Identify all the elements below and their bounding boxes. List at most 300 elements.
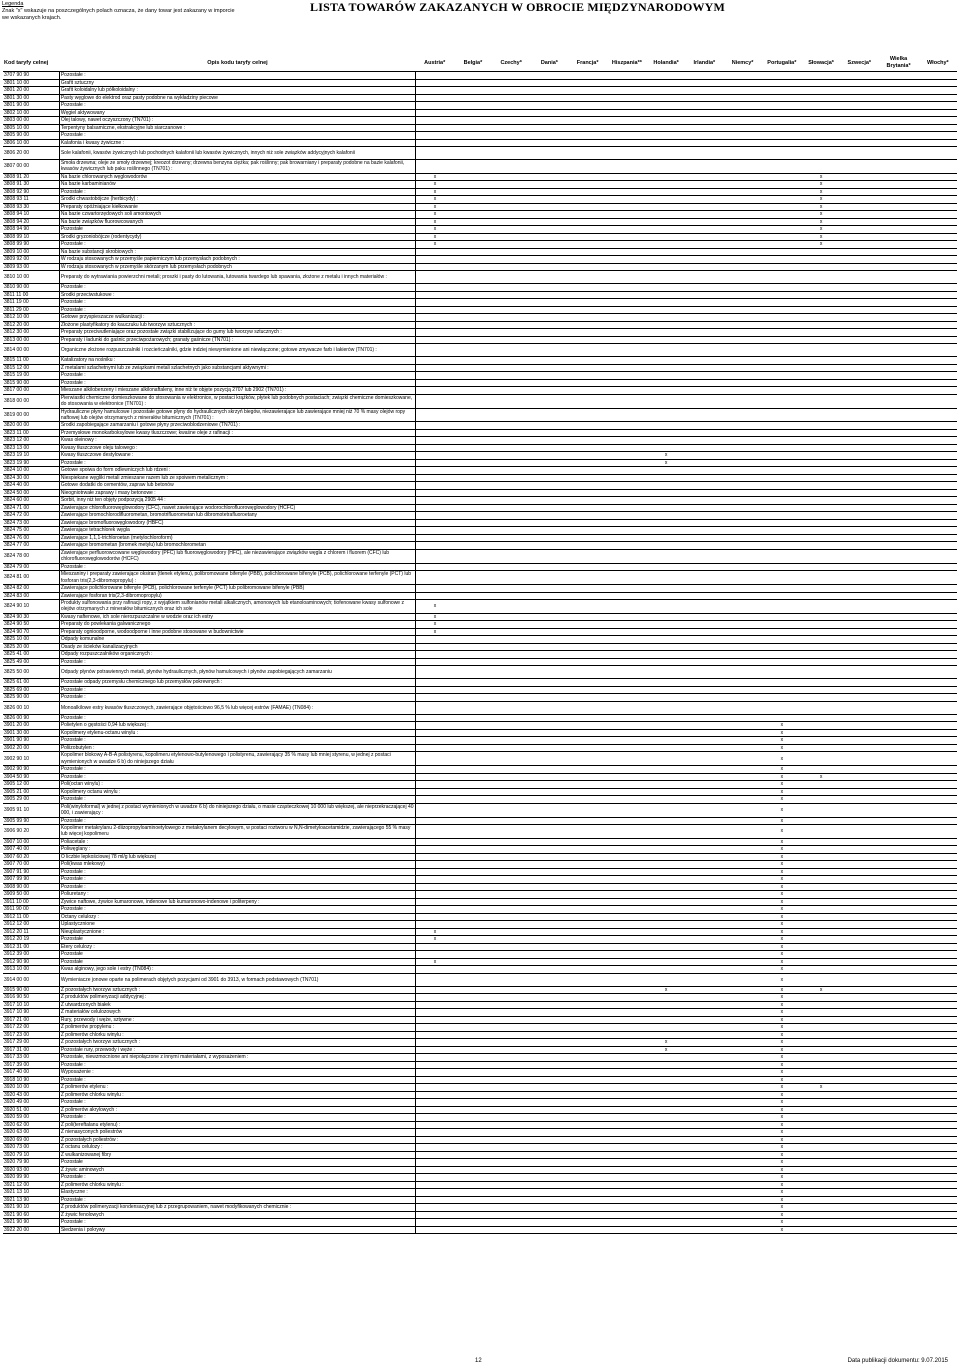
- ban-mark-cell: [416, 1211, 454, 1219]
- table-header-row: [3, 55, 957, 72]
- tariff-description: Kopolimery octanu winylu :: [59, 788, 415, 796]
- ban-mark-cell: [492, 796, 530, 804]
- ban-mark-cell: [685, 467, 723, 475]
- tariff-code: 3905 91 10: [3, 803, 59, 817]
- ban-mark-cell: [454, 781, 492, 789]
- tariff-description: Środki gryzoniobójcze (rodentycydy): [59, 233, 415, 241]
- ban-mark-cell: [607, 306, 647, 314]
- ban-mark-cell: [647, 1166, 685, 1174]
- tariff-code: 3825 10 00: [3, 636, 59, 644]
- header-code: Kod taryfy celnej: [3, 55, 59, 72]
- ban-mark-cell: [607, 329, 647, 337]
- ban-mark-cell: [919, 651, 957, 659]
- tariff-description: Pozostałe :: [59, 883, 415, 891]
- tariff-description: Pozostałe :: [59, 299, 415, 307]
- ban-mark-cell: [492, 102, 530, 110]
- table-row: [3, 966, 957, 974]
- ban-mark-cell: [919, 722, 957, 730]
- tariff-code: 3825 20 00: [3, 643, 59, 651]
- ban-mark-cell: [607, 729, 647, 737]
- ban-mark-cell: [647, 898, 685, 906]
- tariff-code: 3825 50 00: [3, 666, 59, 679]
- table-row: [3, 986, 957, 994]
- ban-mark-cell: [919, 117, 957, 125]
- ban-mark-cell: [569, 284, 607, 292]
- ban-mark-cell: [492, 1061, 530, 1069]
- ban-mark-cell: [919, 534, 957, 542]
- ban-mark-cell: [919, 188, 957, 196]
- ban-mark-cell: [802, 549, 840, 563]
- ban-mark-cell: [919, 132, 957, 140]
- ban-mark-cell: [878, 853, 918, 861]
- ban-mark-cell: [723, 1001, 761, 1009]
- ban-mark-cell: [802, 372, 840, 380]
- ban-mark-cell: [647, 94, 685, 102]
- ban-mark-cell: [530, 306, 568, 314]
- ban-mark-cell: [607, 160, 647, 174]
- ban-mark-cell: [492, 271, 530, 284]
- ban-mark-cell: [919, 838, 957, 846]
- ban-mark-cell: [919, 248, 957, 256]
- table-row: [3, 714, 957, 722]
- ban-mark-cell: x: [647, 459, 685, 467]
- tariff-code: 3920 10 00: [3, 1084, 59, 1092]
- tariff-description: Z pozostałych tworzyw sztucznych :: [59, 986, 415, 994]
- table-row: [3, 188, 957, 196]
- ban-mark-cell: [607, 1121, 647, 1129]
- table-row: [3, 1024, 957, 1032]
- ban-mark-cell: [762, 429, 802, 437]
- ban-mark-cell: [802, 752, 840, 766]
- ban-mark-cell: [878, 87, 918, 95]
- ban-mark-cell: [919, 1061, 957, 1069]
- tariff-code: 3905 99 90: [3, 817, 59, 825]
- ban-mark-cell: [492, 1211, 530, 1219]
- table-row: [3, 766, 957, 774]
- tariff-description: Przemysłowe monokarboksylowe kwasy tłuszczowe; kwaśne oleje z rafinacji :: [59, 429, 415, 437]
- ban-mark-cell: [762, 364, 802, 372]
- ban-mark-cell: [607, 781, 647, 789]
- ban-mark-cell: [454, 1114, 492, 1122]
- ban-mark-cell: [840, 825, 878, 839]
- ban-mark-cell: [685, 188, 723, 196]
- ban-mark-cell: [723, 211, 761, 219]
- ban-mark-cell: [530, 966, 568, 974]
- ban-mark-cell: [919, 147, 957, 160]
- ban-mark-cell: [492, 459, 530, 467]
- ban-mark-cell: [492, 853, 530, 861]
- ban-mark-cell: [802, 408, 840, 422]
- ban-mark-cell: [878, 497, 918, 505]
- ban-mark-cell: [530, 160, 568, 174]
- ban-mark-cell: [685, 1114, 723, 1122]
- ban-mark-cell: [685, 527, 723, 535]
- ban-mark-cell: [802, 883, 840, 891]
- ban-mark-cell: x: [647, 1039, 685, 1047]
- ban-mark-cell: [802, 1009, 840, 1017]
- ban-mark-cell: [530, 1106, 568, 1114]
- ban-mark-cell: [647, 628, 685, 636]
- ban-mark-cell: [607, 1076, 647, 1084]
- ban-mark-cell: [416, 444, 454, 452]
- ban-mark-cell: [454, 452, 492, 460]
- ban-mark-cell: [416, 519, 454, 527]
- ban-mark-cell: [723, 1061, 761, 1069]
- ban-mark-cell: [762, 160, 802, 174]
- ban-mark-cell: [919, 1009, 957, 1017]
- ban-mark-cell: [530, 256, 568, 264]
- ban-mark-cell: [685, 898, 723, 906]
- ban-mark-cell: [569, 973, 607, 986]
- ban-mark-cell: [454, 1189, 492, 1197]
- ban-mark-cell: [723, 504, 761, 512]
- table-row: [3, 958, 957, 966]
- ban-mark-cell: [416, 861, 454, 869]
- ban-mark-cell: [723, 788, 761, 796]
- tariff-code: 3920 51 00: [3, 1106, 59, 1114]
- ban-mark-cell: [607, 846, 647, 854]
- ban-mark-cell: x: [802, 241, 840, 249]
- ban-mark-cell: [723, 549, 761, 563]
- ban-mark-cell: [569, 344, 607, 357]
- ban-mark-cell: [607, 986, 647, 994]
- ban-mark-cell: [647, 913, 685, 921]
- ban-mark-cell: [647, 379, 685, 387]
- ban-mark-cell: [840, 1016, 878, 1024]
- ban-mark-cell: [840, 788, 878, 796]
- tariff-code: 3824 83 00: [3, 592, 59, 600]
- ban-mark-cell: [685, 379, 723, 387]
- ban-mark-cell: [647, 701, 685, 714]
- ban-mark-cell: [878, 1076, 918, 1084]
- ban-mark-cell: [878, 241, 918, 249]
- ban-mark-cell: [878, 891, 918, 899]
- ban-mark-cell: [840, 422, 878, 430]
- ban-mark-cell: [454, 796, 492, 804]
- ban-mark-cell: [723, 474, 761, 482]
- ban-mark-cell: [569, 563, 607, 571]
- ban-mark-cell: [762, 452, 802, 460]
- ban-mark-cell: [569, 256, 607, 264]
- ban-mark-cell: [454, 1151, 492, 1159]
- ban-mark-cell: [492, 958, 530, 966]
- ban-mark-cell: [723, 1151, 761, 1159]
- ban-mark-cell: [569, 861, 607, 869]
- ban-mark-cell: [492, 592, 530, 600]
- ban-mark-cell: [454, 357, 492, 365]
- ban-mark-cell: [685, 203, 723, 211]
- ban-mark-cell: [647, 284, 685, 292]
- ban-mark-cell: [569, 817, 607, 825]
- ban-mark-cell: [416, 132, 454, 140]
- ban-mark-cell: [878, 729, 918, 737]
- tariff-description: Mieszane alkilobenzeny i mieszane alkilonaftaleny, inne niż te objęte pozycją 2707 lub 2902 (TN701) :: [59, 387, 415, 395]
- ban-mark-cell: [647, 766, 685, 774]
- ban-mark-cell: [530, 188, 568, 196]
- ban-mark-cell: [530, 1189, 568, 1197]
- ban-mark-cell: [647, 958, 685, 966]
- ban-mark-cell: [530, 1054, 568, 1062]
- ban-mark-cell: [802, 722, 840, 730]
- ban-mark-cell: [919, 1001, 957, 1009]
- ban-mark-cell: [840, 263, 878, 271]
- ban-mark-cell: [607, 585, 647, 593]
- ban-mark-cell: [878, 1069, 918, 1077]
- tariff-description: Zawierające bromochlorodifluorometan, bromotrifluorometan lub dibromotetrafluoroetany: [59, 512, 415, 520]
- ban-mark-cell: [878, 429, 918, 437]
- ban-mark-cell: [878, 306, 918, 314]
- ban-mark-cell: x: [802, 196, 840, 204]
- table-row: [3, 636, 957, 644]
- ban-mark-cell: [840, 344, 878, 357]
- ban-mark-cell: [492, 437, 530, 445]
- ban-mark-cell: [530, 1219, 568, 1227]
- ban-mark-cell: [840, 994, 878, 1002]
- ban-mark-cell: [685, 679, 723, 687]
- ban-mark-cell: [530, 571, 568, 585]
- tariff-description: Pozostałe :: [59, 714, 415, 722]
- ban-mark-cell: [607, 1114, 647, 1122]
- ban-mark-cell: [416, 489, 454, 497]
- ban-mark-cell: [416, 788, 454, 796]
- tariff-description: Na bazie karbaminianów: [59, 181, 415, 189]
- ban-mark-cell: [685, 1189, 723, 1197]
- ban-mark-cell: [802, 306, 840, 314]
- ban-mark-cell: [530, 394, 568, 408]
- ban-mark-cell: [919, 853, 957, 861]
- ban-mark-cell: [723, 271, 761, 284]
- ban-mark-cell: [492, 861, 530, 869]
- ban-mark-cell: x: [762, 838, 802, 846]
- table-row: [3, 336, 957, 344]
- ban-mark-cell: [919, 72, 957, 80]
- tariff-code: 3921 90 10: [3, 1204, 59, 1212]
- ban-mark-cell: [840, 173, 878, 181]
- document-title: LISTA TOWARÓW ZAKAZANYCH W OBROCIE MIĘDZYNARODOWYM: [310, 0, 726, 14]
- ban-mark-cell: x: [762, 973, 802, 986]
- ban-mark-cell: [530, 928, 568, 936]
- tariff-description: Katalizatory na nośniku :: [59, 357, 415, 365]
- ban-mark-cell: [802, 1136, 840, 1144]
- ban-mark-cell: x: [762, 943, 802, 951]
- ban-mark-cell: [919, 714, 957, 722]
- ban-mark-cell: [647, 79, 685, 87]
- table-row: [3, 592, 957, 600]
- tariff-code: 3808 99 10: [3, 233, 59, 241]
- tariff-description: Sole kalafonii, kwasów żywicznych lub pochodnych kalafonii lub kwasów żywicznych, innych niż sole związków addycyjnych kalafonii: [59, 147, 415, 160]
- ban-mark-cell: [530, 846, 568, 854]
- ban-mark-cell: [454, 868, 492, 876]
- tariff-code: 3826 00 10: [3, 701, 59, 714]
- ban-mark-cell: [530, 891, 568, 899]
- ban-mark-cell: [840, 846, 878, 854]
- ban-mark-cell: [492, 966, 530, 974]
- ban-mark-cell: [878, 1226, 918, 1234]
- ban-mark-cell: [454, 883, 492, 891]
- ban-mark-cell: [569, 1189, 607, 1197]
- ban-mark-cell: [878, 256, 918, 264]
- ban-mark-cell: [530, 1151, 568, 1159]
- ban-mark-cell: [840, 679, 878, 687]
- ban-mark-cell: [723, 467, 761, 475]
- ban-mark-cell: [840, 766, 878, 774]
- ban-mark-cell: [802, 139, 840, 147]
- ban-mark-cell: [685, 913, 723, 921]
- ban-mark-cell: [492, 817, 530, 825]
- tariff-description: Zawierające 1,1,1-trichloroetan (metylochloroform): [59, 534, 415, 542]
- ban-mark-cell: [919, 173, 957, 181]
- ban-mark-cell: [530, 737, 568, 745]
- ban-mark-cell: [416, 666, 454, 679]
- ban-mark-cell: [647, 621, 685, 629]
- ban-mark-cell: [802, 336, 840, 344]
- ban-mark-cell: [919, 585, 957, 593]
- table-row: [3, 921, 957, 929]
- ban-mark-cell: [878, 203, 918, 211]
- ban-mark-cell: [762, 94, 802, 102]
- ban-mark-cell: [416, 314, 454, 322]
- ban-mark-cell: [454, 613, 492, 621]
- ban-mark-cell: [647, 72, 685, 80]
- ban-mark-cell: [878, 196, 918, 204]
- ban-mark-cell: [762, 549, 802, 563]
- tariff-code: 3812 20 00: [3, 321, 59, 329]
- ban-mark-cell: [530, 467, 568, 475]
- tariff-code: 3824 50 00: [3, 489, 59, 497]
- ban-mark-cell: [802, 658, 840, 666]
- ban-mark-cell: [685, 694, 723, 702]
- tariff-code: 3901 20 00: [3, 722, 59, 730]
- table-row: [3, 1159, 957, 1167]
- ban-mark-cell: [569, 868, 607, 876]
- ban-mark-cell: [492, 284, 530, 292]
- ban-mark-cell: [647, 891, 685, 899]
- ban-mark-cell: [454, 291, 492, 299]
- ban-mark-cell: [530, 1159, 568, 1167]
- ban-mark-cell: x: [416, 241, 454, 249]
- tariff-code: 3826 00 90: [3, 714, 59, 722]
- ban-mark-cell: [492, 1121, 530, 1129]
- ban-mark-cell: [569, 422, 607, 430]
- tariff-code: 3917 33 00: [3, 1054, 59, 1062]
- ban-mark-cell: [530, 321, 568, 329]
- ban-mark-cell: [454, 256, 492, 264]
- table-row: [3, 1084, 957, 1092]
- ban-mark-cell: [454, 825, 492, 839]
- ban-mark-cell: x: [762, 803, 802, 817]
- table-row: [3, 241, 957, 249]
- ban-mark-cell: [647, 1151, 685, 1159]
- ban-mark-cell: [685, 336, 723, 344]
- ban-mark-cell: [723, 1054, 761, 1062]
- ban-mark-cell: [607, 943, 647, 951]
- ban-mark-cell: [723, 1181, 761, 1189]
- ban-mark-cell: [569, 429, 607, 437]
- ban-mark-cell: [607, 722, 647, 730]
- tariff-code: 3812 30 00: [3, 329, 59, 337]
- ban-mark-cell: [530, 600, 568, 614]
- ban-mark-cell: [607, 364, 647, 372]
- ban-mark-cell: x: [762, 744, 802, 752]
- ban-mark-cell: [607, 853, 647, 861]
- tariff-description: Z octanu celulozy :: [59, 1144, 415, 1152]
- ban-mark-cell: [802, 1151, 840, 1159]
- table-row: [3, 452, 957, 460]
- ban-mark-cell: [569, 613, 607, 621]
- ban-mark-cell: [802, 825, 840, 839]
- tariff-description: Kwasy tłuszczowe oleju talowego :: [59, 444, 415, 452]
- ban-mark-cell: [569, 271, 607, 284]
- ban-mark-cell: [802, 1031, 840, 1039]
- ban-mark-cell: [492, 248, 530, 256]
- ban-mark-cell: [647, 1106, 685, 1114]
- ban-mark-cell: [840, 613, 878, 621]
- ban-mark-cell: [685, 364, 723, 372]
- ban-mark-cell: [492, 218, 530, 226]
- ban-mark-cell: [416, 817, 454, 825]
- ban-mark-cell: [492, 1144, 530, 1152]
- ban-mark-cell: [454, 1211, 492, 1219]
- tariff-code: 3921 13 10: [3, 1189, 59, 1197]
- ban-mark-cell: [530, 444, 568, 452]
- ban-mark-cell: [723, 1121, 761, 1129]
- ban-mark-cell: [802, 966, 840, 974]
- ban-mark-cell: [723, 1219, 761, 1227]
- ban-mark-cell: [454, 876, 492, 884]
- ban-mark-cell: [416, 504, 454, 512]
- ban-mark-cell: [919, 211, 957, 219]
- ban-mark-cell: x: [762, 986, 802, 994]
- ban-mark-cell: [878, 94, 918, 102]
- ban-mark-cell: [607, 72, 647, 80]
- ban-mark-cell: [607, 1189, 647, 1197]
- ban-mark-cell: [840, 876, 878, 884]
- ban-mark-cell: [416, 542, 454, 550]
- ban-mark-cell: [569, 773, 607, 781]
- ban-mark-cell: [685, 124, 723, 132]
- ban-mark-cell: [919, 973, 957, 986]
- ban-mark-cell: [919, 868, 957, 876]
- tariff-description: Pozostałe :: [59, 1196, 415, 1204]
- ban-mark-cell: [569, 357, 607, 365]
- ban-mark-cell: [723, 527, 761, 535]
- ban-mark-cell: [647, 321, 685, 329]
- ban-mark-cell: [919, 1204, 957, 1212]
- ban-mark-cell: [685, 737, 723, 745]
- ban-mark-cell: [492, 752, 530, 766]
- ban-mark-cell: [530, 766, 568, 774]
- tariff-description: Zawierające fosforan tris(2,3-dibromopropylu): [59, 592, 415, 600]
- ban-mark-cell: [416, 79, 454, 87]
- tariff-code: 3912 20 19: [3, 936, 59, 944]
- ban-mark-cell: [416, 571, 454, 585]
- ban-mark-cell: [530, 173, 568, 181]
- ban-mark-cell: [802, 898, 840, 906]
- table-row: [3, 994, 957, 1002]
- ban-mark-cell: [530, 474, 568, 482]
- ban-mark-cell: [569, 825, 607, 839]
- ban-mark-cell: [647, 694, 685, 702]
- ban-mark-cell: [607, 482, 647, 490]
- ban-mark-cell: [840, 452, 878, 460]
- ban-mark-cell: [919, 921, 957, 929]
- ban-mark-cell: [647, 1174, 685, 1182]
- ban-mark-cell: [569, 534, 607, 542]
- ban-mark-cell: [569, 1166, 607, 1174]
- ban-mark-cell: [454, 563, 492, 571]
- tariff-description: Pozostałe :: [59, 737, 415, 745]
- ban-mark-cell: [530, 613, 568, 621]
